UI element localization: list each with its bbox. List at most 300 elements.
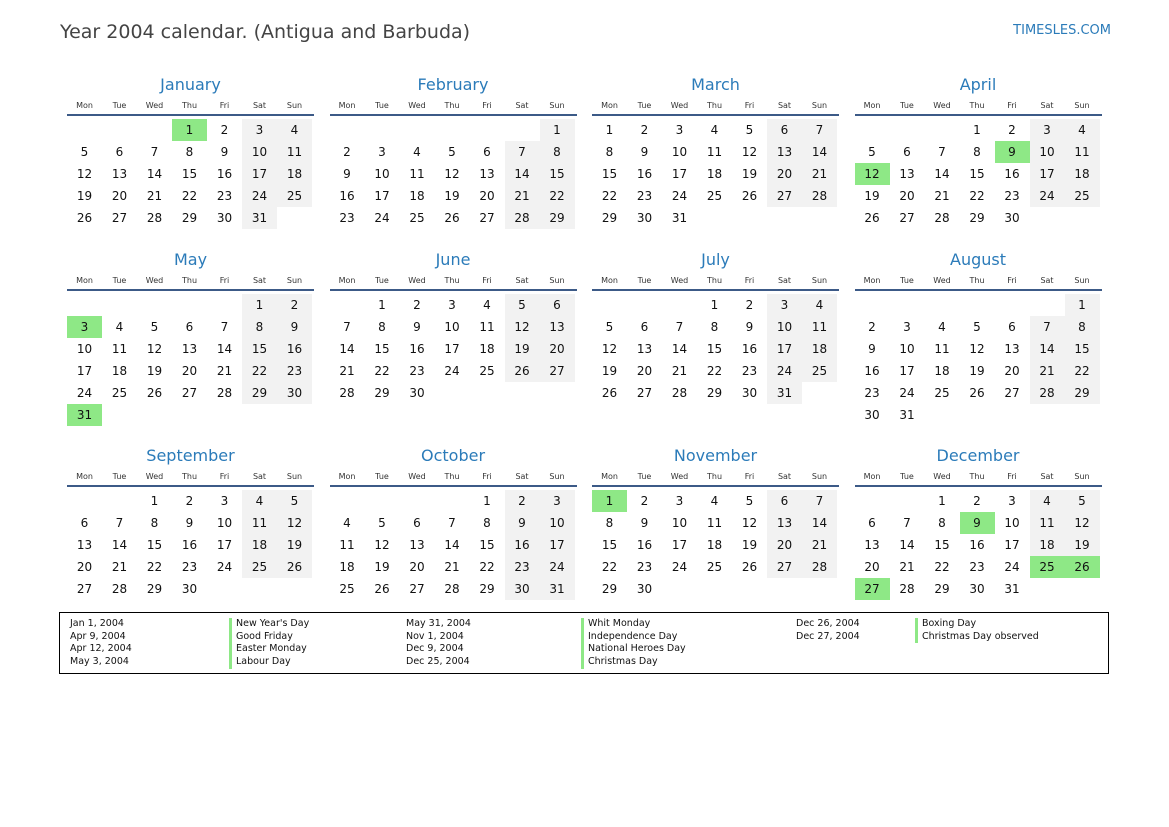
legend-dates-3: [796, 618, 860, 643]
day-cell: 11: [1065, 141, 1100, 163]
day-cell: 1: [710, 298, 719, 312]
day-cell: 1: [150, 494, 159, 508]
holiday-day-cell: 1: [172, 119, 207, 141]
day-cell: 4: [277, 119, 312, 141]
day-cell: 9: [640, 516, 649, 530]
day-cell: 20: [111, 189, 128, 203]
day-cell: 8: [938, 516, 946, 530]
day-cell: 23: [409, 364, 425, 378]
day-cell: 19: [741, 167, 758, 181]
day-cell: 31: [671, 211, 688, 225]
day-cell: 27: [636, 386, 653, 400]
day-cell: 13: [899, 167, 915, 181]
day-cell: 25: [802, 360, 837, 382]
day-cell: 3: [378, 145, 386, 159]
weekday-label: Sun: [811, 472, 828, 481]
day-cell: 8: [483, 516, 491, 530]
weekday-label: Mon: [76, 472, 93, 481]
day-cell: 20: [76, 560, 93, 574]
day-cell: 2: [1008, 123, 1016, 137]
day-cell: 31: [767, 382, 802, 404]
weekday-label: Wed: [408, 276, 426, 285]
weekday-label: Sun: [286, 101, 303, 110]
day-cell: 5: [1065, 490, 1100, 512]
day-cell: 21: [671, 364, 688, 378]
day-cell: 24: [1004, 560, 1020, 574]
day-cell: 28: [802, 185, 837, 207]
weekday-label: Mon: [338, 472, 356, 481]
weekday-label: Sun: [549, 101, 565, 110]
holiday-day-cell: 9: [960, 512, 995, 534]
day-cell: 1: [605, 123, 614, 137]
day-cell: 5: [277, 490, 312, 512]
day-grid: [592, 294, 839, 404]
weekday-label: Wed: [145, 276, 164, 285]
weekday-label: Thu: [444, 276, 460, 285]
day-cell: 19: [444, 189, 460, 203]
day-cell: 4: [483, 298, 491, 312]
day-grid: [592, 119, 839, 229]
legend-names-2: [581, 618, 686, 669]
day-cell: 29: [1065, 382, 1100, 404]
day-cell: 20: [767, 163, 802, 185]
day-cell: 26: [969, 386, 985, 400]
weekday-label: Thu: [969, 101, 985, 110]
weekday-label: Mon: [601, 472, 618, 481]
day-cell: 3: [1030, 119, 1065, 141]
empty-cell: [435, 119, 470, 141]
day-cell: 12: [741, 516, 758, 530]
day-cell: 22: [601, 189, 618, 203]
legend-date: Nov 1, 2004: [406, 630, 464, 642]
day-cell: 24: [671, 189, 688, 203]
day-cell: 18: [1065, 163, 1100, 185]
day-cell: 28: [899, 582, 915, 596]
day-cell: 24: [76, 386, 93, 400]
weekday-label: Wed: [670, 101, 689, 110]
day-cell: 7: [505, 141, 540, 163]
day-cell: 30: [864, 408, 880, 422]
day-cell: 2: [640, 123, 649, 137]
day-cell: 17: [899, 364, 915, 378]
day-cell: 21: [1030, 360, 1065, 382]
weekday-label: Sat: [252, 472, 267, 481]
day-cell: 6: [640, 320, 649, 334]
day-cell: 25: [934, 386, 950, 400]
day-cell: 9: [277, 316, 312, 338]
day-cell: 23: [636, 560, 653, 574]
day-cell: 7: [343, 320, 351, 334]
day-cell: 28: [1030, 382, 1065, 404]
weekday-label: Mon: [601, 276, 618, 285]
day-grid: [67, 490, 314, 600]
day-cell: 17: [444, 342, 460, 356]
day-cell: 31: [540, 578, 575, 600]
day-grid: [330, 119, 577, 229]
day-cell: 9: [745, 320, 754, 334]
day-cell: 16: [277, 338, 312, 360]
day-cell: 2: [640, 494, 649, 508]
weekday-label: Thu: [969, 276, 985, 285]
day-cell: 1: [378, 298, 386, 312]
day-cell: 12: [1065, 512, 1100, 534]
empty-cell: [330, 490, 365, 512]
day-cell: 28: [671, 386, 688, 400]
day-cell: 5: [973, 320, 981, 334]
day-cell: 2: [745, 298, 754, 312]
day-cell: 13: [767, 141, 802, 163]
day-cell: 18: [706, 538, 723, 552]
weekday-label: Mon: [338, 276, 356, 285]
site-link[interactable]: TIMESLES.COM: [1013, 23, 1111, 38]
day-cell: 12: [146, 342, 163, 356]
month-title: July: [701, 250, 730, 269]
day-cell: 8: [973, 145, 981, 159]
weekday-label: Sat: [777, 472, 792, 481]
day-cell: 1: [242, 294, 277, 316]
day-cell: 20: [479, 189, 495, 203]
day-cell: 17: [374, 189, 390, 203]
day-cell: 7: [903, 516, 911, 530]
weekday-label: Tue: [637, 276, 652, 285]
day-cell: 21: [444, 560, 460, 574]
weekday-label: Thu: [181, 472, 198, 481]
day-cell: 30: [409, 386, 425, 400]
day-cell: 11: [802, 316, 837, 338]
day-cell: 17: [767, 338, 802, 360]
day-cell: 29: [181, 211, 198, 225]
holiday-day-cell: 1: [592, 490, 627, 512]
day-grid: [855, 294, 1102, 426]
month-title: June: [435, 250, 471, 269]
day-cell: 12: [277, 512, 312, 534]
day-cell: 27: [479, 211, 495, 225]
day-cell: 24: [1030, 185, 1065, 207]
day-cell: 27: [767, 556, 802, 578]
empty-cell: [365, 119, 400, 141]
empty-cell: [470, 119, 505, 141]
day-cell: 26: [864, 211, 880, 225]
empty-cell: [855, 490, 890, 512]
day-cell: 22: [1065, 360, 1100, 382]
day-cell: 27: [1004, 386, 1020, 400]
day-cell: 27: [767, 185, 802, 207]
day-cell: 23: [216, 189, 233, 203]
weekday-label: Sun: [549, 472, 565, 481]
holiday-day-cell: 31: [67, 404, 102, 426]
day-cell: 6: [868, 516, 876, 530]
weekday-label: Thu: [706, 276, 723, 285]
day-cell: 21: [899, 560, 915, 574]
day-cell: 20: [636, 364, 653, 378]
month-december: [855, 443, 1102, 600]
day-cell: 18: [934, 364, 950, 378]
weekday-label: Fri: [744, 472, 755, 481]
day-cell: 23: [505, 556, 540, 578]
day-cell: 19: [76, 189, 93, 203]
day-cell: 31: [242, 207, 277, 229]
day-cell: 4: [1030, 490, 1065, 512]
day-cell: 26: [741, 189, 758, 203]
weekday-label: Tue: [112, 101, 127, 110]
month-october: [330, 443, 577, 600]
month-title: May: [173, 250, 208, 269]
weekday-header: [330, 98, 577, 116]
weekday-header: [855, 469, 1102, 487]
day-cell: 29: [540, 207, 575, 229]
day-cell: 27: [540, 360, 575, 382]
day-cell: 16: [636, 167, 653, 181]
day-cell: 20: [864, 560, 880, 574]
day-cell: 29: [601, 211, 618, 225]
day-cell: 20: [181, 364, 198, 378]
day-cell: 14: [146, 167, 163, 181]
day-cell: 10: [767, 316, 802, 338]
day-cell: 30: [277, 382, 312, 404]
legend-dates-1: [70, 618, 132, 669]
day-cell: 9: [868, 342, 876, 356]
legend-date: Apr 12, 2004: [70, 643, 132, 655]
weekday-header: [855, 273, 1102, 291]
day-cell: 7: [675, 320, 684, 334]
day-cell: 30: [216, 211, 233, 225]
day-cell: 13: [409, 538, 425, 552]
day-cell: 15: [242, 338, 277, 360]
day-cell: 14: [444, 538, 460, 552]
day-cell: 27: [899, 211, 915, 225]
day-cell: 7: [802, 119, 837, 141]
empty-cell: [890, 294, 925, 316]
month-september: [67, 443, 314, 600]
weekday-label: Thu: [706, 101, 723, 110]
day-cell: 21: [802, 534, 837, 556]
day-cell: 10: [374, 167, 390, 181]
weekday-label: Fri: [219, 101, 230, 110]
weekday-label: Sun: [286, 276, 303, 285]
day-cell: 9: [185, 516, 194, 530]
day-cell: 3: [1008, 494, 1016, 508]
day-cell: 28: [802, 556, 837, 578]
day-cell: 3: [767, 294, 802, 316]
day-cell: 10: [1030, 141, 1065, 163]
weekday-label: Fri: [1007, 276, 1017, 285]
day-cell: 29: [479, 582, 495, 596]
day-cell: 8: [185, 145, 194, 159]
legend-holiday-name: Good Friday: [229, 631, 309, 644]
day-cell: 19: [1065, 534, 1100, 556]
day-cell: 21: [146, 189, 163, 203]
legend-holiday-name: Whit Monday: [581, 618, 686, 631]
weekday-label: Sun: [549, 276, 565, 285]
day-cell: 10: [1004, 516, 1020, 530]
month-title: September: [146, 446, 235, 465]
weekday-label: Mon: [863, 276, 881, 285]
weekday-label: Sat: [777, 101, 792, 110]
weekday-label: Sat: [1040, 101, 1054, 110]
empty-cell: [662, 294, 697, 316]
day-cell: 16: [216, 167, 233, 181]
empty-cell: [365, 490, 400, 512]
empty-cell: [102, 490, 137, 512]
weekday-label: Tue: [900, 101, 914, 110]
legend-date: May 31, 2004: [406, 618, 471, 629]
day-grid: [330, 490, 577, 600]
weekday-label: Wed: [933, 101, 951, 110]
day-cell: 30: [636, 211, 653, 225]
day-cell: 5: [378, 516, 386, 530]
day-cell: 28: [146, 211, 163, 225]
day-cell: 11: [1030, 512, 1065, 534]
day-cell: 18: [111, 364, 128, 378]
day-cell: 18: [1030, 534, 1065, 556]
day-cell: 28: [339, 386, 355, 400]
day-cell: 13: [636, 342, 653, 356]
day-cell: 14: [111, 538, 128, 552]
day-cell: 14: [802, 512, 837, 534]
day-cell: 23: [741, 364, 758, 378]
weekday-label: Sat: [252, 101, 267, 110]
day-cell: 4: [413, 145, 421, 159]
weekday-label: Sat: [777, 276, 792, 285]
day-cell: 12: [374, 538, 390, 552]
day-cell: 3: [675, 123, 684, 137]
day-cell: 29: [969, 211, 985, 225]
day-grid: [67, 119, 314, 229]
day-cell: 12: [444, 167, 460, 181]
empty-cell: [855, 294, 890, 316]
weekday-label: Mon: [863, 472, 881, 481]
weekday-label: Sun: [286, 472, 303, 481]
day-cell: 4: [710, 123, 719, 137]
legend-holiday-name: National Heroes Day: [581, 643, 686, 656]
weekday-label: Sat: [1040, 276, 1054, 285]
month-april: [855, 72, 1102, 229]
day-cell: 10: [242, 141, 277, 163]
day-cell: 12: [76, 167, 93, 181]
weekday-label: Thu: [444, 101, 460, 110]
weekday-header: [67, 469, 314, 487]
legend-date: Jan 1, 2004: [70, 618, 124, 629]
day-cell: 30: [969, 582, 985, 596]
day-cell: 24: [767, 360, 802, 382]
day-cell: 25: [277, 185, 312, 207]
day-cell: 7: [1030, 316, 1065, 338]
day-cell: 26: [277, 556, 312, 578]
day-cell: 27: [76, 582, 93, 596]
weekday-label: Thu: [969, 472, 985, 481]
day-cell: 16: [505, 534, 540, 556]
month-may: [67, 247, 314, 426]
month-title: January: [160, 75, 221, 94]
empty-cell: [102, 294, 137, 316]
day-cell: 7: [938, 145, 946, 159]
day-cell: 12: [969, 342, 985, 356]
day-cell: 17: [1030, 163, 1065, 185]
day-cell: 7: [220, 320, 229, 334]
holiday-day-cell: 26: [1065, 556, 1100, 578]
day-cell: 22: [181, 189, 198, 203]
legend-date: Dec 25, 2004: [406, 656, 470, 668]
day-cell: 6: [1008, 320, 1016, 334]
weekday-label: Fri: [744, 276, 755, 285]
day-cell: 16: [339, 189, 355, 203]
legend-date: Dec 26, 2004: [796, 618, 860, 629]
weekday-label: Wed: [408, 472, 426, 481]
day-cell: 26: [374, 582, 390, 596]
day-cell: 28: [505, 207, 540, 229]
legend-date: Apr 9, 2004: [70, 630, 126, 642]
day-cell: 14: [802, 141, 837, 163]
day-cell: 11: [479, 320, 495, 334]
day-cell: 18: [339, 560, 355, 574]
day-cell: 21: [111, 560, 128, 574]
day-cell: 25: [339, 582, 355, 596]
day-cell: 13: [181, 342, 198, 356]
day-cell: 6: [185, 320, 194, 334]
day-cell: 22: [934, 560, 950, 574]
day-cell: 10: [671, 145, 688, 159]
day-cell: 19: [864, 189, 880, 203]
day-cell: 20: [1004, 364, 1020, 378]
day-cell: 24: [540, 556, 575, 578]
month-july: [592, 247, 839, 404]
day-cell: 1: [973, 123, 981, 137]
legend-names-3: [915, 618, 1039, 643]
day-cell: 14: [899, 538, 915, 552]
day-cell: 24: [374, 211, 390, 225]
day-cell: 7: [802, 490, 837, 512]
weekday-header: [592, 273, 839, 291]
month-march: [592, 72, 839, 229]
day-cell: 5: [505, 294, 540, 316]
day-cell: 2: [220, 123, 229, 137]
day-cell: 13: [767, 512, 802, 534]
day-cell: 23: [181, 560, 198, 574]
day-cell: 19: [601, 364, 618, 378]
day-cell: 5: [605, 320, 614, 334]
day-cell: 26: [505, 360, 540, 382]
month-june: [330, 247, 577, 404]
day-cell: 20: [899, 189, 915, 203]
day-cell: 9: [505, 512, 540, 534]
day-cell: 19: [146, 364, 163, 378]
holiday-day-cell: 25: [1030, 556, 1065, 578]
day-cell: 22: [374, 364, 390, 378]
legend-names-1: [229, 618, 309, 669]
empty-cell: [1030, 294, 1065, 316]
day-cell: 15: [934, 538, 950, 552]
weekday-label: Mon: [76, 101, 93, 110]
day-cell: 15: [374, 342, 390, 356]
day-cell: 15: [706, 342, 723, 356]
weekday-label: Fri: [1007, 472, 1017, 481]
day-cell: 8: [1065, 316, 1100, 338]
day-cell: 29: [374, 386, 390, 400]
weekday-label: Sat: [1040, 472, 1054, 481]
holiday-day-cell: 9: [995, 141, 1030, 163]
day-cell: 15: [601, 538, 618, 552]
weekday-label: Sun: [811, 101, 828, 110]
empty-cell: [207, 294, 242, 316]
weekday-label: Tue: [375, 472, 389, 481]
day-cell: 6: [540, 294, 575, 316]
day-cell: 18: [706, 167, 723, 181]
weekday-label: Mon: [863, 101, 881, 110]
day-cell: 25: [242, 556, 277, 578]
day-cell: 15: [181, 167, 198, 181]
day-cell: 6: [80, 516, 89, 530]
day-cell: 7: [115, 516, 124, 530]
